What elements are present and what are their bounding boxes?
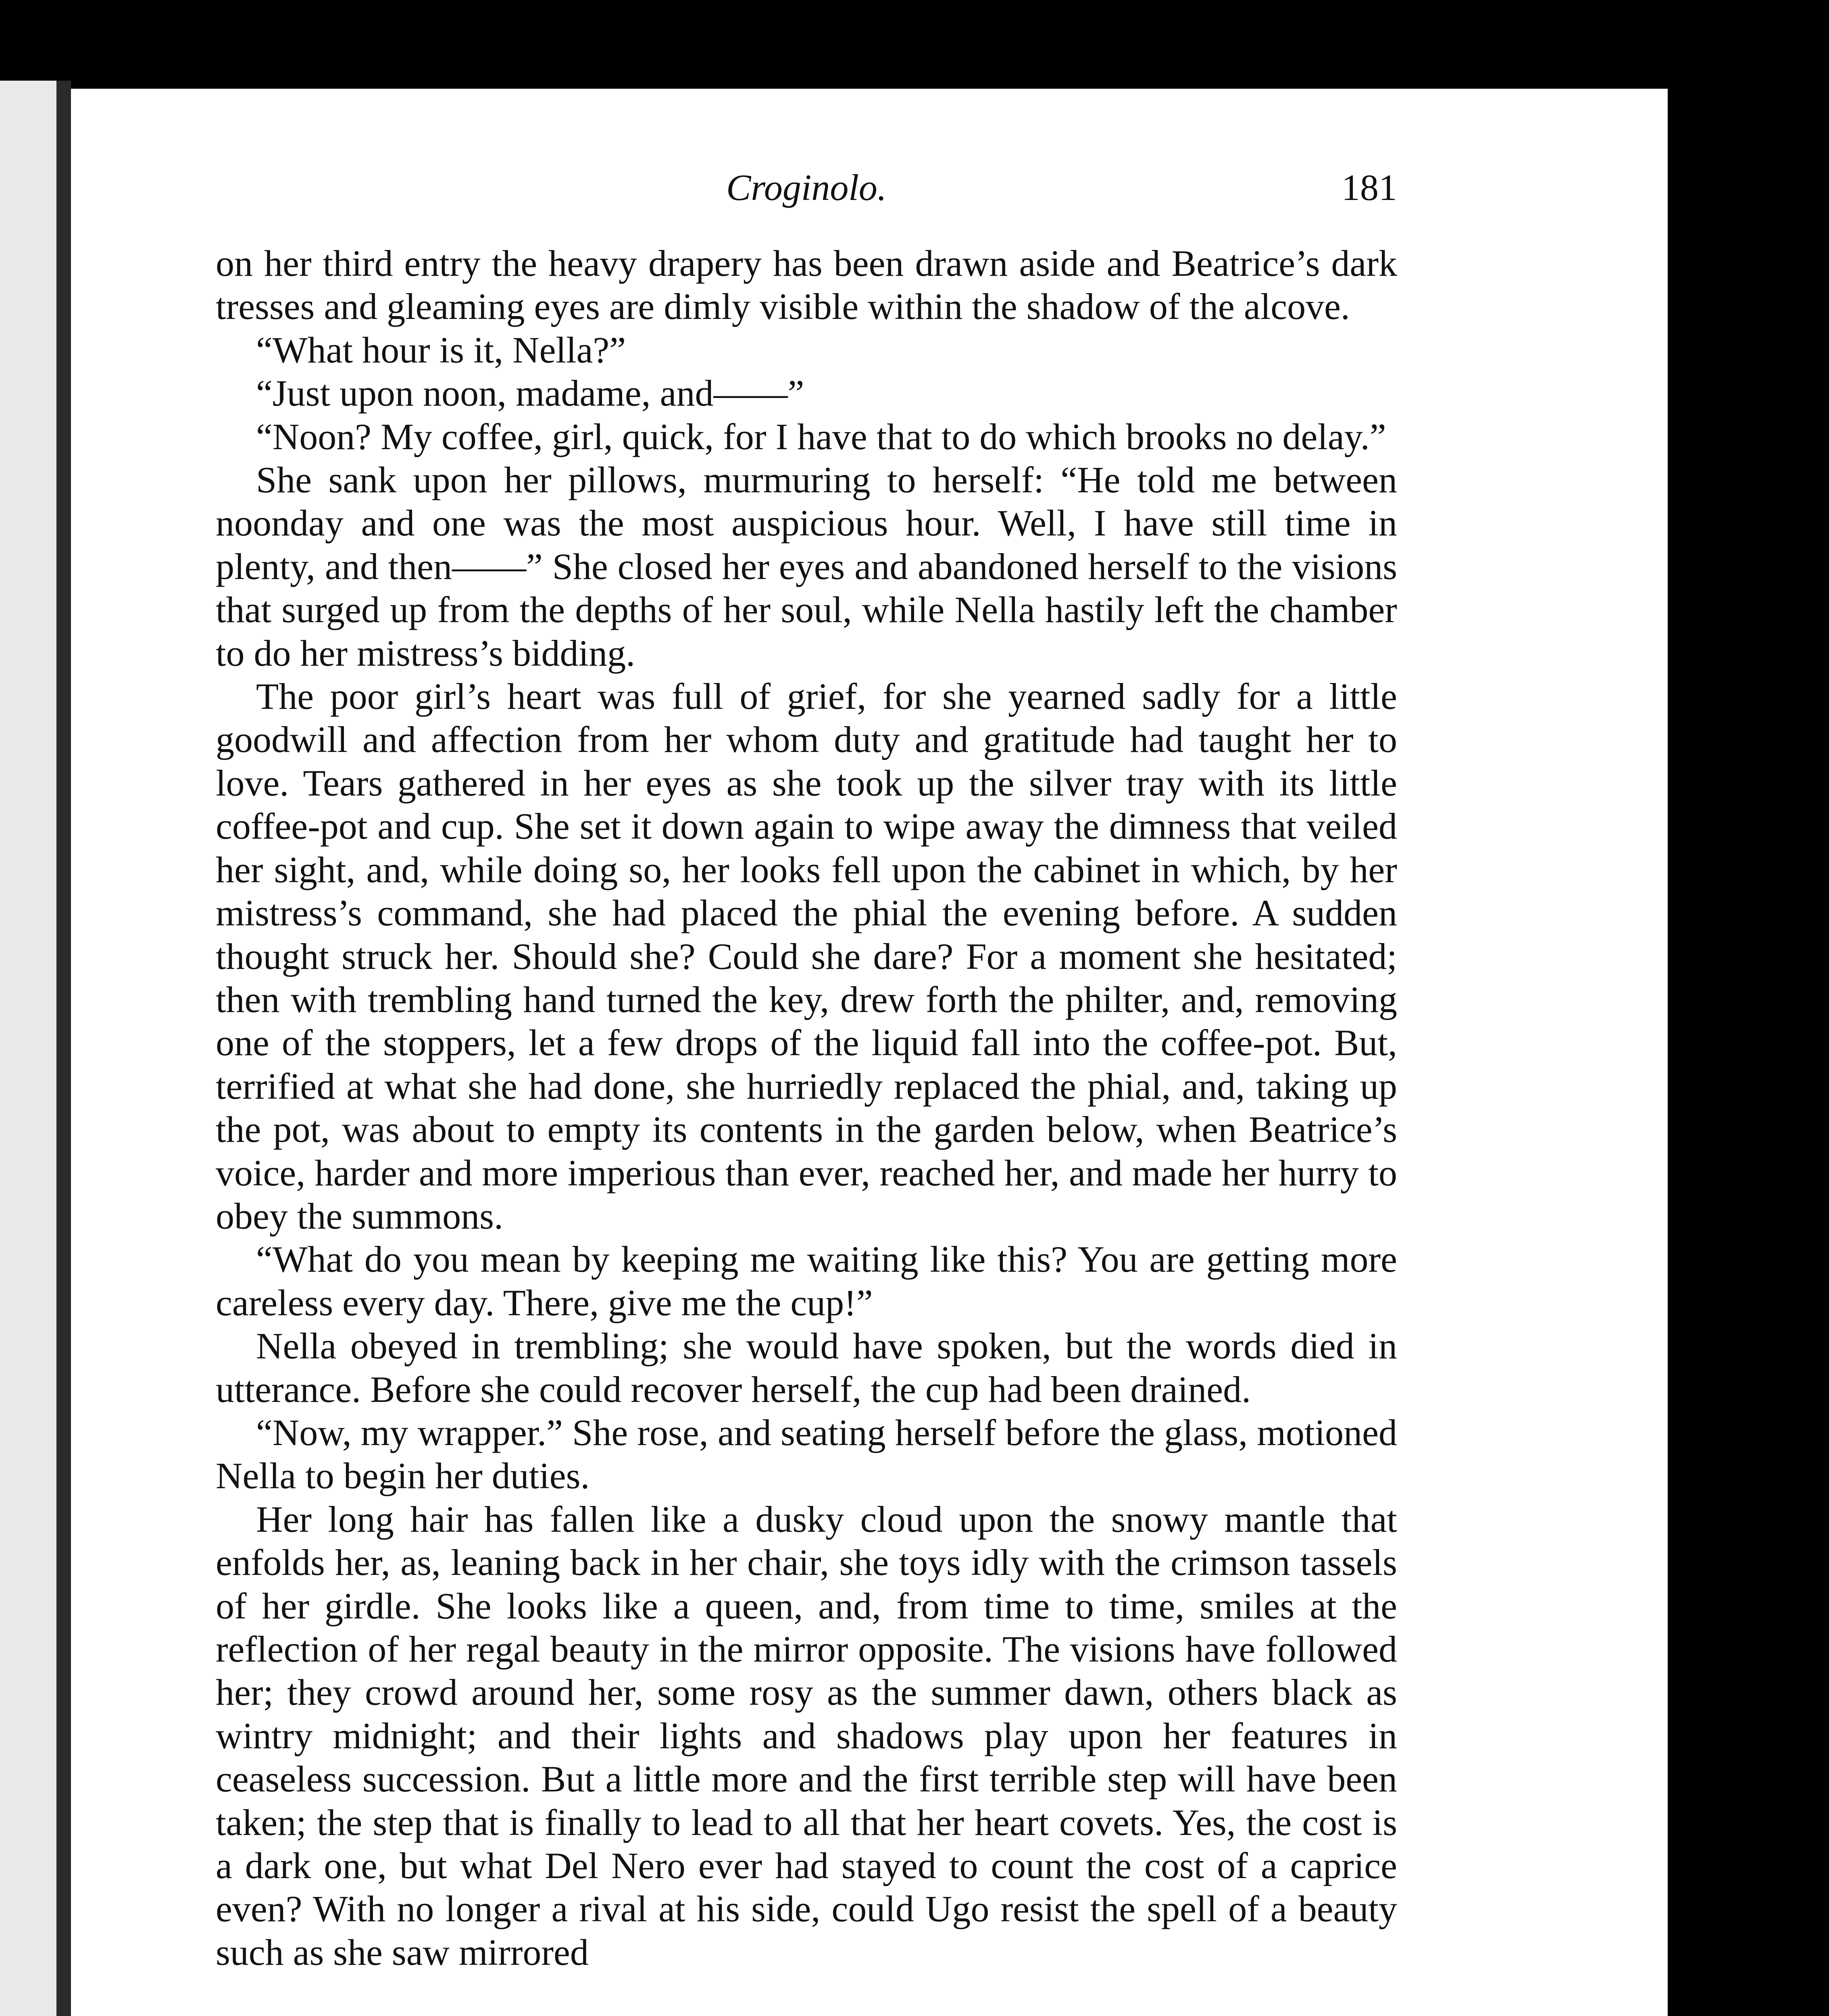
page-header (216, 161, 1397, 214)
paragraph: The poor girl’s heart was full of grief, for she yearned sadly for a little goodwill and affection from her whom duty and gratitude had taught her to love. Tears gathered in her eyes as she took up the silver tray with its little coffee-pot and cup. She set it down again to wipe away the dimness that veiled her sight, and, while doing so, her looks fell upon the cabinet in which, by her mistress’s command, she had placed the phial the evening before. A sudden thought struck her. Should she? Could she dare? For a moment she hesitated; then with trembling hand turned the key, drew forth the philter, and, removing one of the stoppers, let a few drops of the liquid fall into the coffee-pot. But, terrified at what she had done, she hurriedly replaced the phial, and, taking up the pot, was about to empty its contents in the garden below, when Beatrice’s voice, harder and more imperious than ever, reached her, and made her hurry to obey the summons. (216, 676, 1397, 1237)
paragraph: “What do you mean by keeping me waiting like this? You are getting more careless every day. There, give me the cup!” (216, 1239, 1397, 1323)
paragraph: Her long hair has fallen like a dusky cloud upon the snowy mantle that enfolds her, as, leaning back in her chair, she toys idly with the crimson tassels of her girdle. She looks like a queen, and, from time to time, smiles at the reflection of her regal beauty in the mirror opposite. The visions have followed her; they crowd around her, some rosy as the summer dawn, others black as wintry midnight; and their lights and shadows play upon her features in ceaseless succession. But a little more and the first terrible step will have been taken; the step that is finally to lead to all that her heart covets. Yes, the cost is a dark one, but what Del Nero ever had stayed to count the cost of a caprice even? With no longer a rival at his side, could Ugo resist the spell of a beauty such as she saw mirrored (216, 1498, 1397, 1973)
paragraph: She sank upon her pillows, murmuring to herself: “He told me between noonday and one was the most auspicious hour. Well, I have still time in plenty, and then——” She closed her eyes and abandoned herself to the visions that surged up from the depths of her soul, while Nella hastily left the chamber to do her mistress’s bidding. (216, 459, 1397, 674)
paragraph: on her third entry the heavy drapery has been drawn aside and Beatrice’s dark tresses and gleaming eyes are dimly visible within the shadow of the alcove. (216, 243, 1397, 327)
paragraph: “Now, my wrapper.” She rose, and seating herself before the glass, motioned Nella to begin her duties. (216, 1412, 1397, 1497)
paragraph: “Noon? My coffee, girl, quick, for I have that to do which brooks no delay.” (256, 416, 1386, 457)
adjacent-page-edge (0, 81, 56, 2016)
running-title: Croginolo. (726, 167, 887, 208)
paragraph: “What hour is it, Nella?” (256, 329, 626, 371)
paragraph: Nella obeyed in trembling; she would have spoken, but the words died in utterance. Before she could recover herself, the cup had been drained. (216, 1325, 1397, 1410)
paragraph: “Just upon noon, madame, and——” (256, 373, 804, 414)
body-text (216, 242, 1397, 1974)
page-gutter-shadow (56, 81, 71, 2016)
page-number: 181 (1342, 167, 1397, 208)
